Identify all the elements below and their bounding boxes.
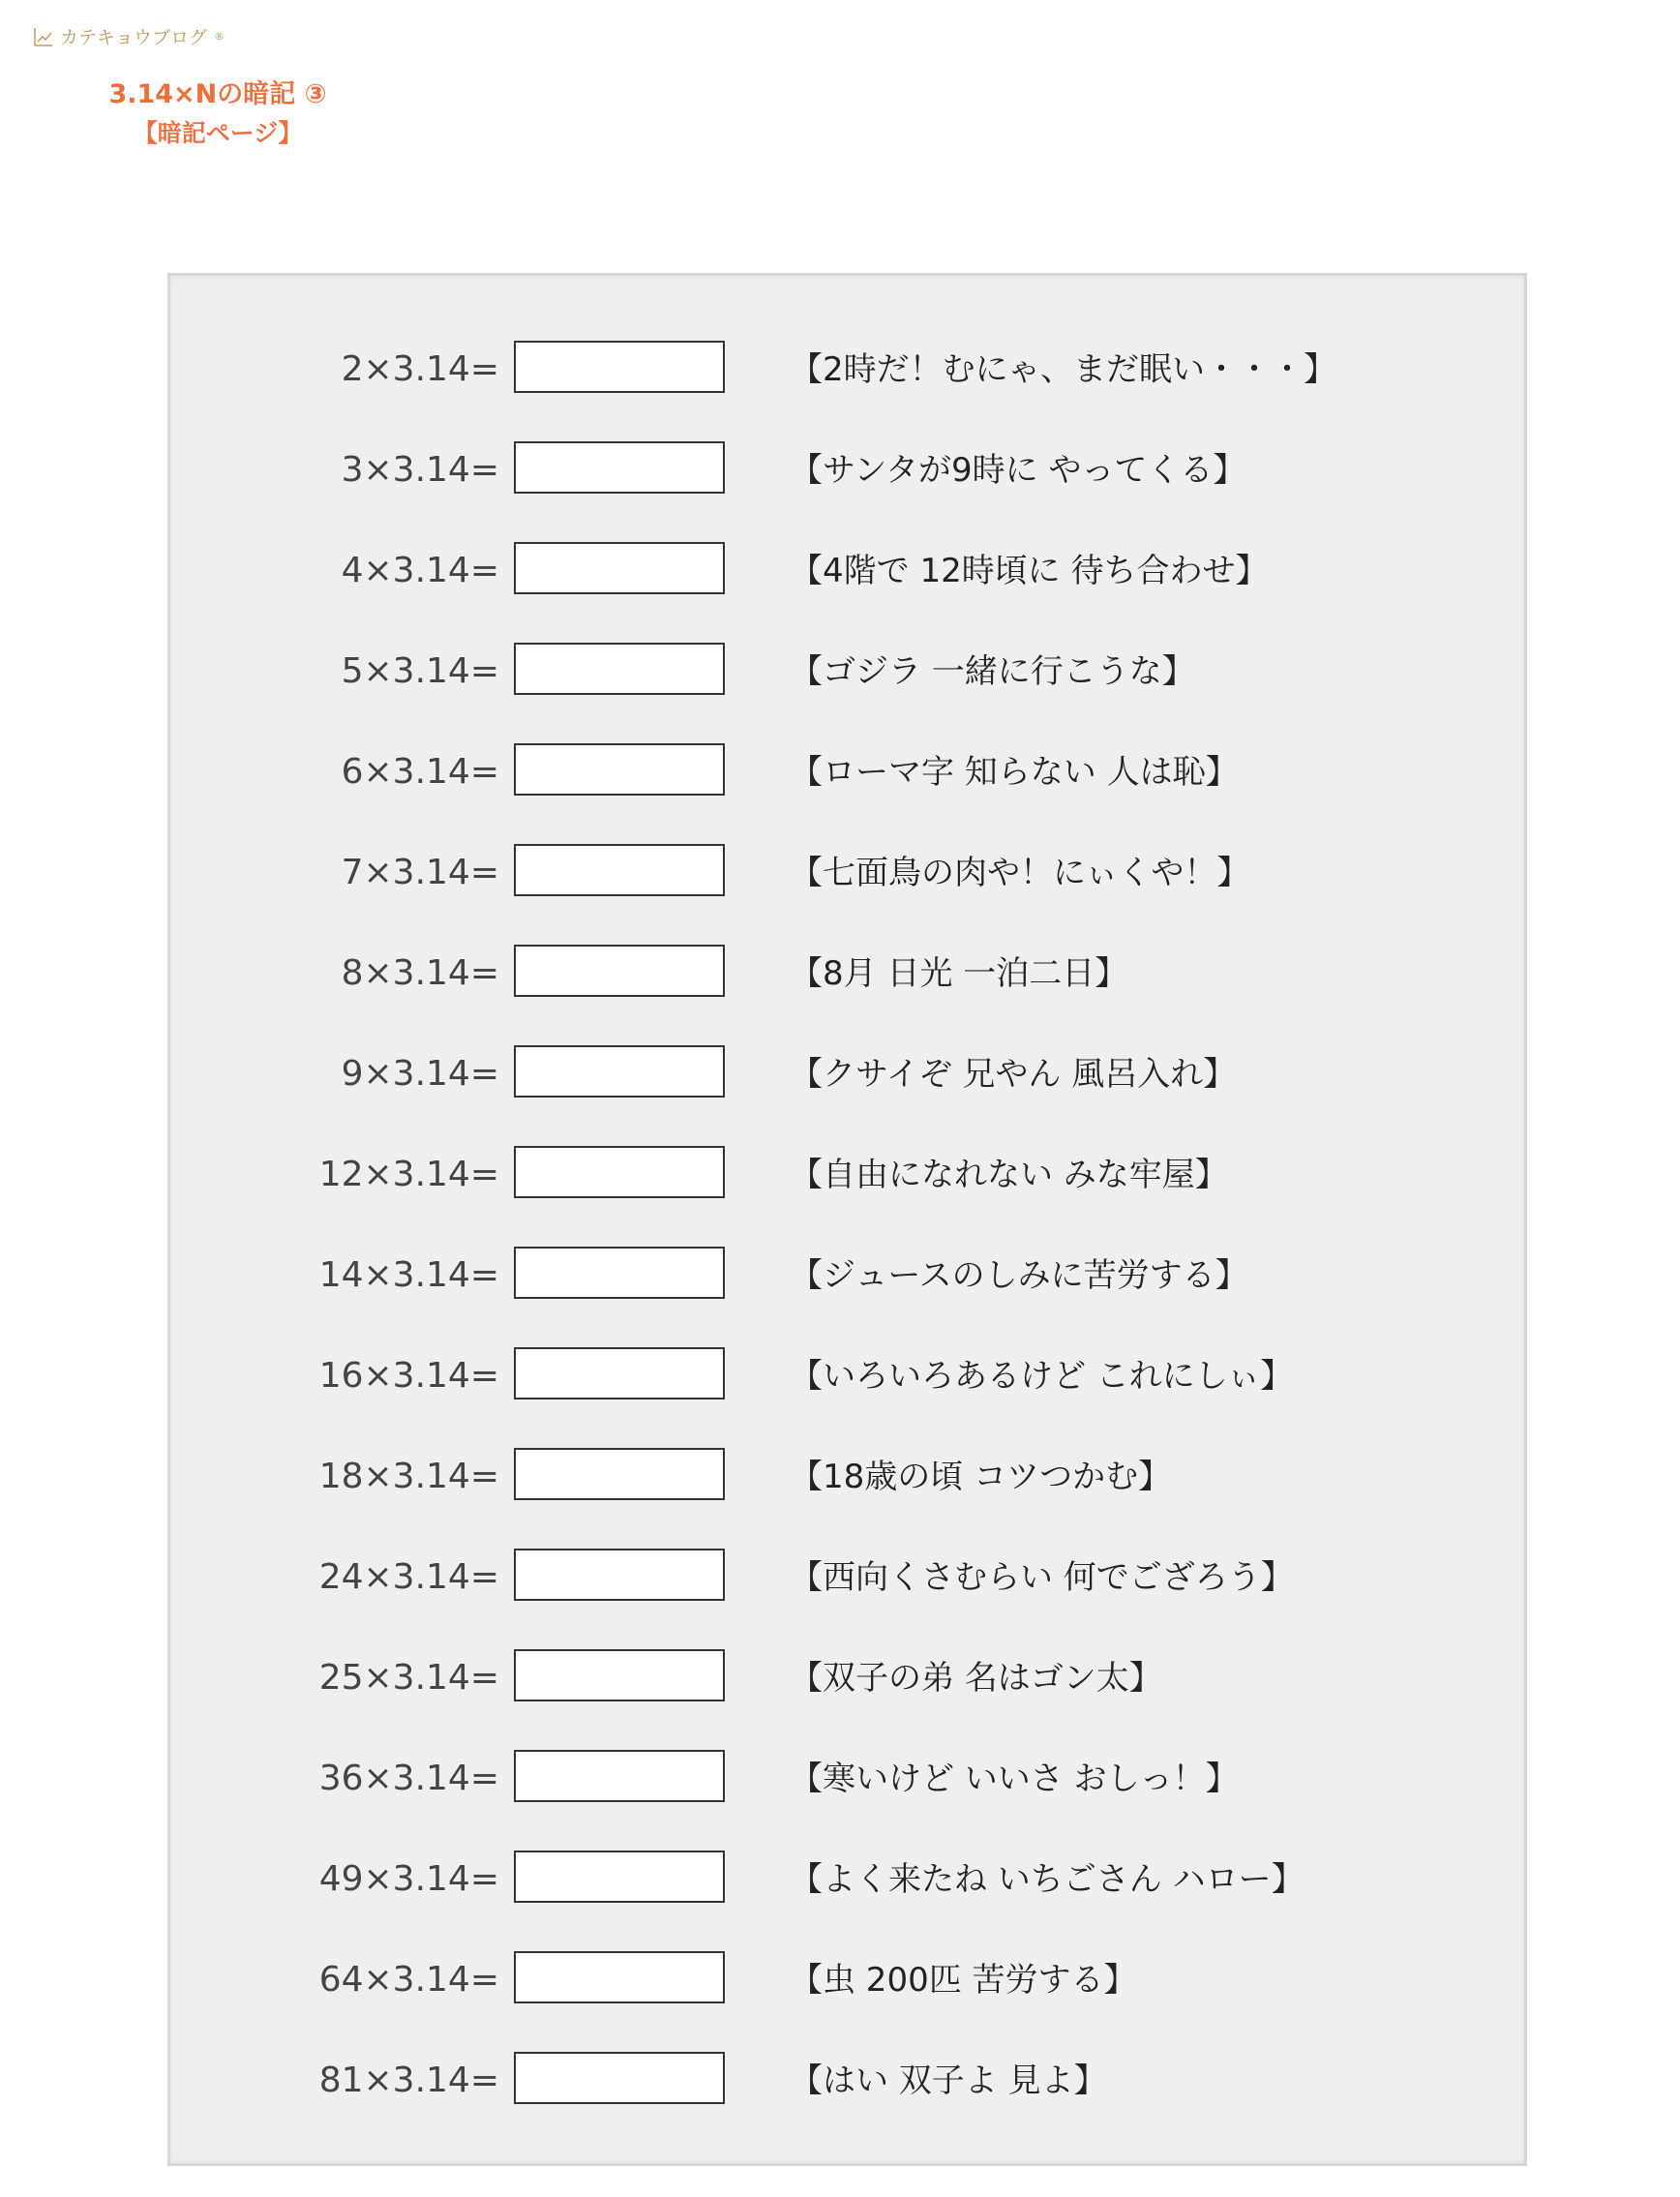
multiplication-expression: 49×3.14= bbox=[318, 1859, 499, 1899]
quiz-row bbox=[170, 1649, 1524, 1707]
answer-box[interactable] bbox=[514, 441, 725, 494]
multiplication-expression: 24×3.14= bbox=[318, 1557, 499, 1597]
multiplication-expression: 6×3.14= bbox=[341, 752, 499, 792]
quiz-row bbox=[170, 1951, 1524, 2009]
multiplication-expression: 64×3.14= bbox=[318, 1960, 499, 2000]
quiz-row bbox=[170, 1146, 1524, 1204]
site-logo[interactable] bbox=[33, 23, 225, 49]
answer-box[interactable] bbox=[514, 1045, 725, 1098]
multiplication-expression: 5×3.14= bbox=[341, 651, 499, 691]
multiplication-expression: 16×3.14= bbox=[318, 1356, 499, 1396]
page-title bbox=[87, 75, 348, 153]
quiz-row bbox=[170, 341, 1524, 399]
mnemonic-phrase: 【サンタが9時に やってくる】 bbox=[790, 451, 1246, 490]
quiz-row bbox=[170, 1347, 1524, 1405]
multiplication-expression: 18×3.14= bbox=[318, 1457, 499, 1496]
multiplication-expression: 3×3.14= bbox=[341, 450, 499, 490]
mnemonic-phrase: 【8月 日光 一泊二日】 bbox=[790, 954, 1128, 993]
answer-box[interactable] bbox=[514, 542, 725, 594]
mnemonic-phrase: 【よく来たね いちごさん ハロー】 bbox=[790, 1860, 1305, 1899]
multiplication-expression: 14×3.14= bbox=[318, 1255, 499, 1295]
answer-box[interactable] bbox=[514, 1146, 725, 1198]
multiplication-expression: 36×3.14= bbox=[318, 1759, 499, 1798]
answer-box[interactable] bbox=[514, 1750, 725, 1802]
quiz-row bbox=[170, 643, 1524, 701]
answer-box[interactable] bbox=[514, 643, 725, 695]
multiplication-expression: 25×3.14= bbox=[318, 1658, 499, 1698]
mnemonic-phrase: 【自由になれない みな牢屋】 bbox=[790, 1156, 1228, 1194]
mnemonic-phrase: 【ローマ字 知らない 人は恥】 bbox=[790, 753, 1239, 792]
mnemonic-phrase: 【ゴジラ 一緒に行こうな】 bbox=[790, 652, 1195, 691]
answer-box[interactable] bbox=[514, 1549, 725, 1601]
mnemonic-phrase: 【はい 双子よ 見よ】 bbox=[790, 2062, 1107, 2100]
multiplication-expression: 7×3.14= bbox=[341, 853, 499, 892]
mnemonic-phrase: 【4階で 12時頃に 待ち合わせ】 bbox=[790, 552, 1269, 590]
quiz-row bbox=[170, 1851, 1524, 1909]
mnemonic-phrase: 【西向くさむらい 何でござろう】 bbox=[790, 1558, 1294, 1597]
page-title-main: 3.14×Nの暗記 ③ bbox=[108, 79, 327, 109]
answer-box[interactable] bbox=[514, 1448, 725, 1500]
multiplication-expression: 4×3.14= bbox=[341, 551, 499, 590]
quiz-row bbox=[170, 1247, 1524, 1305]
answer-box[interactable] bbox=[514, 1649, 725, 1701]
multiplication-expression: 2×3.14= bbox=[341, 349, 499, 389]
mnemonic-phrase: 【いろいろあるけど これにしぃ】 bbox=[790, 1357, 1294, 1396]
page-title-sub: 【暗記ページ】 bbox=[133, 119, 303, 147]
memorization-panel bbox=[167, 273, 1527, 2166]
registered-mark: ® bbox=[214, 30, 225, 43]
multiplication-expression: 9×3.14= bbox=[341, 1054, 499, 1094]
quiz-row bbox=[170, 743, 1524, 801]
quiz-row bbox=[170, 2052, 1524, 2110]
quiz-row bbox=[170, 542, 1524, 600]
mnemonic-phrase: 【2時だ！むにゃ、まだ眠い・・・】 bbox=[790, 350, 1336, 389]
answer-box[interactable] bbox=[514, 341, 725, 393]
mnemonic-phrase: 【クサイぞ 兄やん 風呂入れ】 bbox=[790, 1055, 1237, 1094]
answer-box[interactable] bbox=[514, 945, 725, 997]
quiz-row bbox=[170, 844, 1524, 902]
mnemonic-phrase: 【双子の弟 名はゴン太】 bbox=[790, 1659, 1162, 1698]
site-logo-text: カテキョウブログ bbox=[60, 27, 208, 48]
mnemonic-phrase: 【虫 200匹 苦労する】 bbox=[790, 1961, 1137, 2000]
quiz-row bbox=[170, 1045, 1524, 1103]
answer-box[interactable] bbox=[514, 844, 725, 896]
quiz-row bbox=[170, 945, 1524, 1003]
answer-box[interactable] bbox=[514, 1951, 725, 2003]
chart-line-icon bbox=[33, 26, 54, 47]
quiz-row bbox=[170, 1448, 1524, 1506]
quiz-row bbox=[170, 441, 1524, 499]
mnemonic-phrase: 【ジュースのしみに苦労する】 bbox=[790, 1256, 1248, 1295]
mnemonic-phrase: 【寒いけど いいさ おしっ！】 bbox=[790, 1760, 1239, 1798]
multiplication-expression: 12×3.14= bbox=[318, 1155, 499, 1194]
answer-box[interactable] bbox=[514, 2052, 725, 2104]
answer-box[interactable] bbox=[514, 1247, 725, 1299]
quiz-row bbox=[170, 1549, 1524, 1607]
multiplication-expression: 8×3.14= bbox=[341, 953, 499, 993]
answer-box[interactable] bbox=[514, 1851, 725, 1903]
answer-box[interactable] bbox=[514, 1347, 725, 1399]
mnemonic-phrase: 【七面鳥の肉や！にぃくや！】 bbox=[790, 854, 1250, 892]
multiplication-expression: 81×3.14= bbox=[318, 2061, 499, 2100]
answer-box[interactable] bbox=[514, 743, 725, 796]
quiz-row bbox=[170, 1750, 1524, 1808]
mnemonic-phrase: 【18歳の頃 コツつかむ】 bbox=[790, 1458, 1172, 1496]
